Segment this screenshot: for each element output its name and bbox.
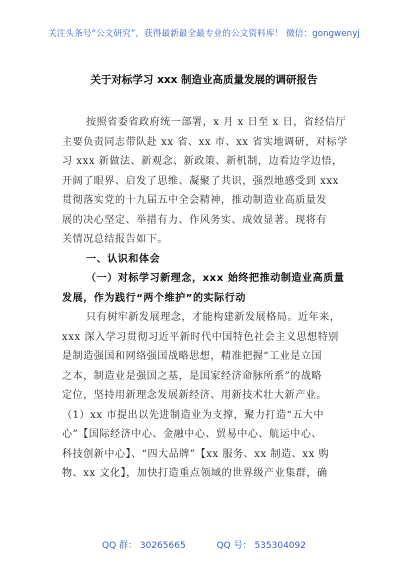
document-body xyxy=(62,113,350,484)
paragraph-line: 贯彻落实党的十九届五中全会精神，推动制造业高质量发 xyxy=(62,195,327,206)
paragraph-line: 心”【国际经济中心、金融中心、贸易中心、航运中心、 xyxy=(62,429,323,440)
paragraph-line: 之本，制造业是强国之基，是国家经济命脉所系”的战略 xyxy=(62,370,323,382)
paragraph-line: 是制造强国和网络强国战略思想，精准把握“工业是立国 xyxy=(62,351,323,362)
paragraph-line: 关情况总结报告如下。 xyxy=(62,234,168,245)
paragraph-line: 开阔了眼界、启发了思维、凝聚了共识，强烈地感受到 xxx xyxy=(62,175,339,187)
paragraph-line: 主要负责同志带队赴 xx 省、xx 市、xx 省实地调研，对标学 xyxy=(62,136,348,148)
paragraph-line: （1）xx 市提出以先进制造业为支撑，聚力打造“五大中 xyxy=(62,409,325,421)
qq-group-label: QQ 群： 30265665 xyxy=(101,541,186,551)
paragraph-line: 习 xxx 新做法、新观念、新政策、新机制，边看边学边悟， xyxy=(62,156,343,167)
paragraph-line: xxx 深入学习贯彻习近平新时代中国特色社会主义思想特别 xyxy=(62,331,339,343)
document-title: 关于对标学习 xxx 制造业高质量发展的调研报告 xyxy=(90,74,318,86)
section-heading: 一、认识和体会 xyxy=(86,253,161,265)
paragraph-line: 科技创新中心】、“四大品牌”【xx 服务、xx 制造、xx 购 xyxy=(62,448,330,460)
footer-note xyxy=(0,538,408,551)
paragraph-line: 物、xx 文化】，加快打造重点领域的世界级产业集群，确 xyxy=(62,468,328,479)
paragraph-line: 只有树牢新发展理念，才能构建新发展格局。近年来， xyxy=(86,312,341,323)
paragraph-line: 定位，坚持用新理念发展新经济、用新技术壮大新产业。 xyxy=(62,390,327,401)
paragraph-line: 展的决心坚定、举措有力、作风务实、成效显著。现将有 xyxy=(62,214,327,226)
qq-number-label: QQ 号： 535304092 xyxy=(216,541,306,551)
paragraph-line: 按照省委省政府统一部署，x 月 x 日至 x 日，省经信厅 xyxy=(86,117,347,128)
header-note: 关注头条号“公文研究”，获得最新最全最专业的公文资料库！ 微信：gongwenyj xyxy=(48,29,360,39)
subsection-heading: （一）对标学习新理念，xxx 始终把推动制造业高质量 xyxy=(86,273,345,284)
subsection-heading: 发展，作为践行“两个维护”的实际行动 xyxy=(62,292,246,304)
